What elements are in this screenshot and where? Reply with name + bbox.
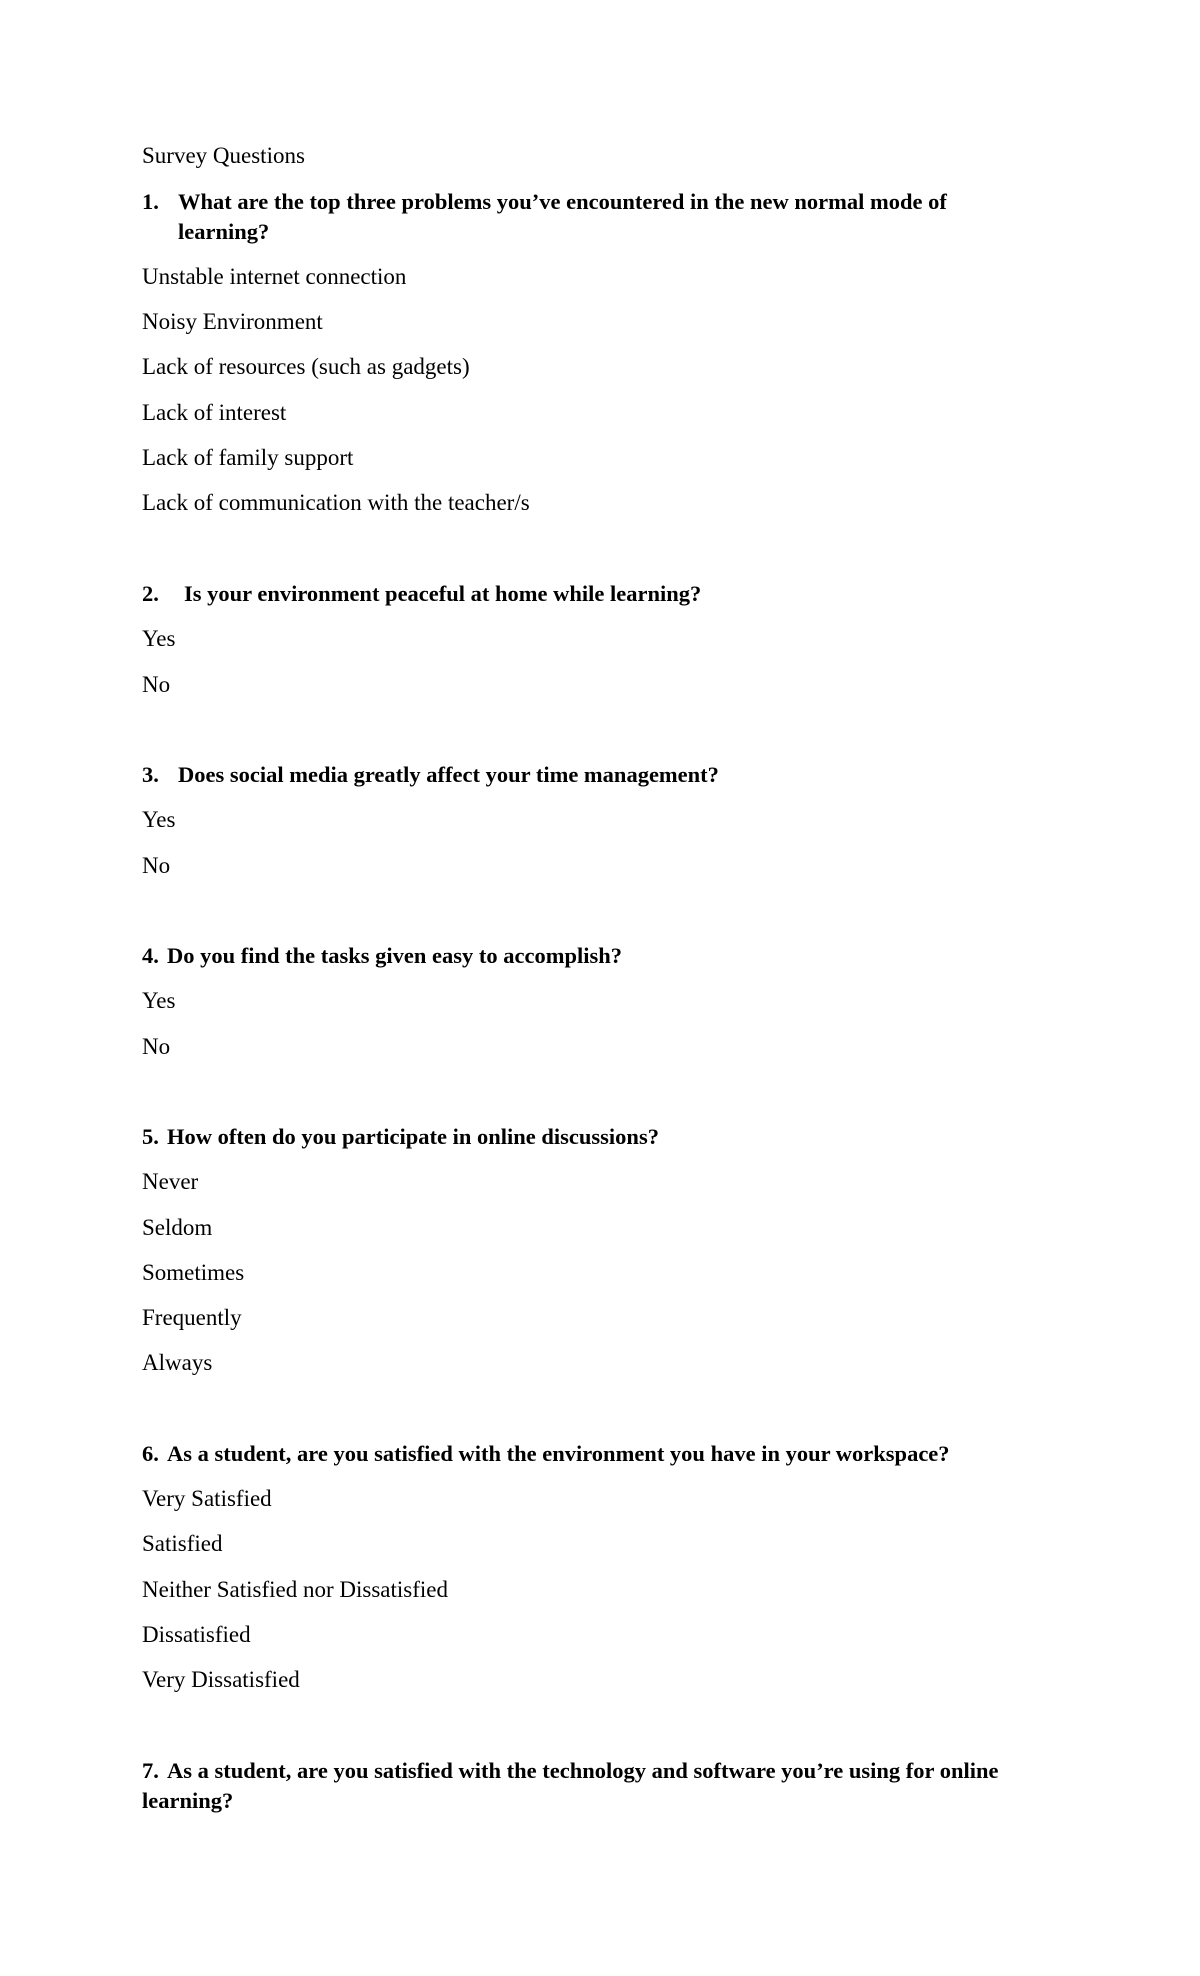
question-6-text: As a student, are you satisfied with the environment you have in your workspace? [167, 1441, 950, 1466]
question-2-number: 2. [142, 581, 159, 606]
q5-option-sometimes: Sometimes [142, 1260, 245, 1285]
question-7-text: As a student, are you satisfied with the technology and software you’re using for online learning? [142, 1758, 999, 1813]
q6-option-very-satisfied: Very Satisfied [142, 1486, 272, 1511]
question-5 [142, 1122, 1022, 1152]
document-title: Survey Questions [142, 143, 305, 168]
q1-option-4: Lack of interest [142, 400, 287, 425]
q5-option-frequently: Frequently [142, 1305, 242, 1330]
q2-option-yes: Yes [142, 626, 176, 651]
q1-option-2: Noisy Environment [142, 309, 323, 334]
question-5-text: How often do you participate in online discussions? [167, 1124, 659, 1149]
question-7 [142, 1756, 1062, 1816]
q4-option-yes: Yes [142, 988, 176, 1013]
q1-option-6: Lack of communication with the teacher/s [142, 490, 530, 515]
q5-option-seldom: Seldom [142, 1215, 213, 1240]
question-3-text: Does social media greatly affect your time management? [178, 762, 719, 787]
q4-option-no: No [142, 1034, 171, 1059]
q6-option-dissatisfied: Dissatisfied [142, 1622, 251, 1647]
q6-option-neutral: Neither Satisfied nor Dissatisfied [142, 1577, 448, 1602]
q1-option-3: Lack of resources (such as gadgets) [142, 354, 470, 379]
question-4-text: Do you find the tasks given easy to accomplish? [167, 943, 623, 968]
question-7-number: 7. [142, 1758, 159, 1783]
q1-option-5: Lack of family support [142, 445, 354, 470]
question-6 [142, 1439, 1042, 1469]
question-1-number: 1. [142, 189, 159, 214]
question-4 [142, 941, 1022, 971]
q3-option-yes: Yes [142, 807, 176, 832]
q6-option-satisfied: Satisfied [142, 1531, 223, 1556]
question-4-number: 4. [142, 943, 159, 968]
question-5-number: 5. [142, 1124, 159, 1149]
question-6-number: 6. [142, 1441, 159, 1466]
question-1 [142, 187, 1022, 247]
question-3 [142, 760, 1022, 790]
question-2 [142, 579, 1022, 609]
question-2-text: Is your environment peaceful at home while learning? [184, 581, 702, 606]
q2-option-no: No [142, 672, 171, 697]
q5-option-always: Always [142, 1350, 213, 1375]
q1-option-1: Unstable internet connection [142, 264, 407, 289]
q3-option-no: No [142, 853, 171, 878]
q5-option-never: Never [142, 1169, 199, 1194]
q6-option-very-dissatisfied: Very Dissatisfied [142, 1667, 300, 1692]
question-3-number: 3. [142, 762, 159, 787]
question-1-text: What are the top three problems you’ve encountered in the new normal mode of learning? [178, 189, 947, 244]
